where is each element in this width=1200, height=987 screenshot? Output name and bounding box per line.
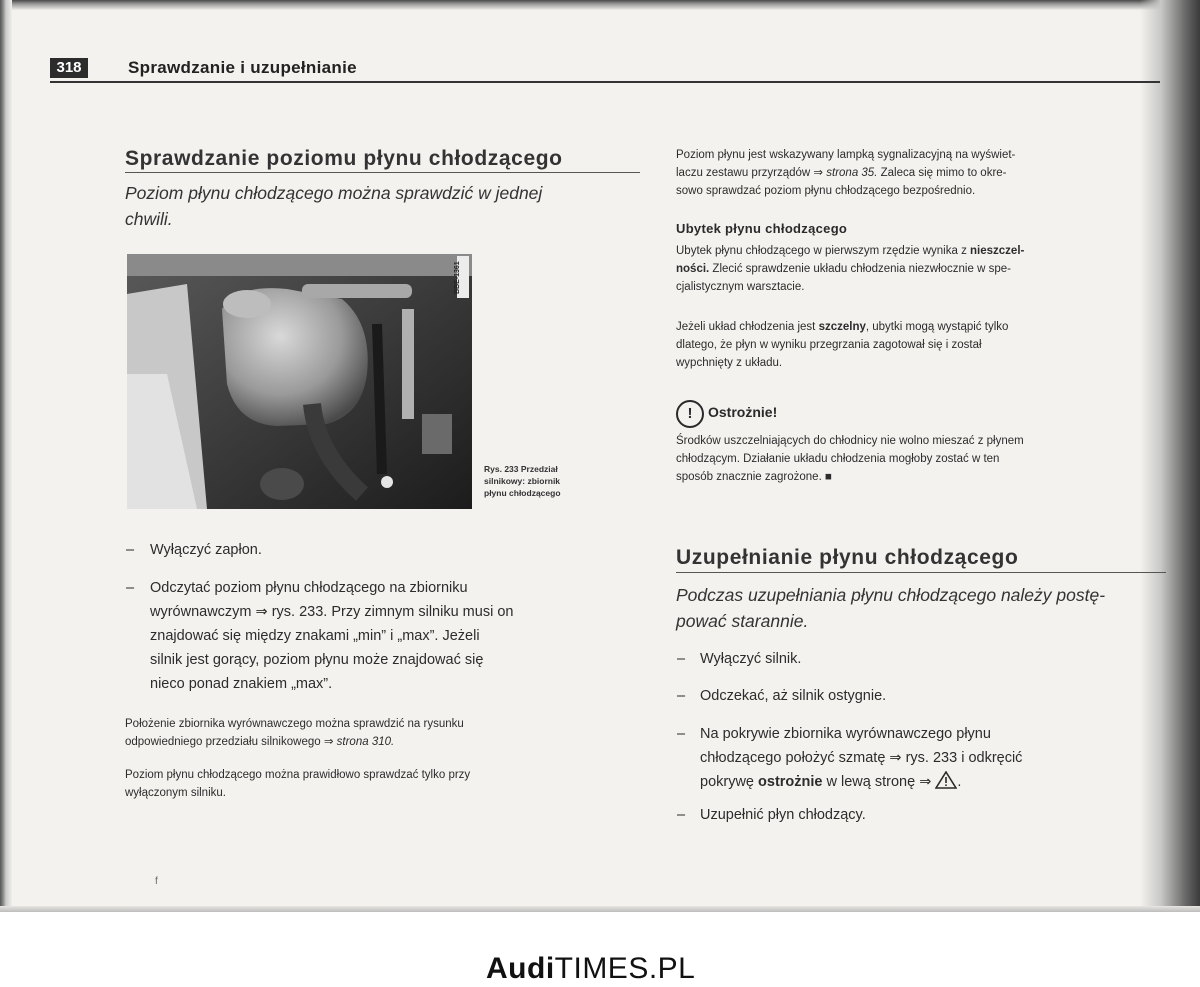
step-dash: – (677, 726, 686, 742)
section-lead: Poziom płynu chłodzącego można sprawdzić w jednej chwili. (125, 183, 543, 229)
site-watermark: AudiTIMES.PL (486, 952, 696, 985)
page-top-shadow (0, 0, 1200, 10)
caution-icon: ! (676, 400, 704, 428)
step-dash: – (677, 807, 686, 823)
figure-caption: Rys. 233 Przedział silnikowy: zbiornik płynu chłodzącego (484, 464, 561, 498)
heading-rule (125, 172, 640, 173)
step-wait-cool: Odczekać, aż silnik ostygnie. (700, 688, 887, 704)
step-read-level: Odczytać poziom płynu chłodzącego na zbiorniku wyrównawczym ⇒ rys. 233. Przy zimnym silniku musi on znajdować się między znakami „min” i „max”. Jeżeli silnik jest gorący, poziom płynu może znajdować się nieco ponad znakiem „max”. (150, 580, 514, 692)
step-dash: – (126, 580, 135, 596)
step-switch-off-ignition: Wyłączyć zapłon. (150, 542, 262, 558)
step-dash: – (126, 542, 135, 558)
page-reference: strona 310. (336, 736, 395, 748)
warning-triangle-icon (935, 771, 957, 797)
heading-rule (676, 572, 1166, 573)
subheading-coolant-loss: Ubytek płynu chłodzącego (676, 221, 848, 236)
stray-mark: f (155, 876, 158, 887)
running-title: Sprawdzanie i uzupełnianie (128, 58, 357, 77)
step-dash: – (677, 651, 686, 667)
step-open-cap: Na pokrywie zbiornika wyrównawczego płynu chłodzącego położyć szmatę ⇒ rys. 233 i odkręcić pokrywę ostrożnie w lewą stronę ⇒ . (700, 722, 1170, 797)
section-lead-refill: Podczas uzupełniania płynu chłodzącego należy postę- pować starannie. (676, 585, 1106, 631)
paragraph-loss-sealed: Jeżeli układ chłodzenia jest szczelny, ubytki mogą wystąpić tylko dlatego, że płyn w wyniku przegrzania zagotował się i został wypchnięty z układu. (676, 321, 1009, 369)
paragraph-reservoir-location: Położenie zbiornika wyrównawczego można sprawdzić na rysunku odpowiedniego przedziału silnikowego ⇒ strona 310. (125, 718, 464, 748)
page-reference: strona 35. (826, 167, 878, 179)
step-switch-off-engine: Wyłączyć silnik. (700, 651, 802, 667)
paragraph-check-condition: Poziom płynu chłodzącego można prawidłowo sprawdzać tylko przy wyłączonym silniku. (125, 769, 471, 799)
section-heading: Sprawdzanie poziomu płynu chłodzącego (125, 147, 563, 170)
photo-code: BBE-1361 (454, 261, 461, 295)
step-dash: – (677, 688, 686, 704)
section-heading-refill: Uzupełnianie płynu chłodzącego (676, 546, 1019, 569)
caution-title: Ostrożnie! (708, 404, 778, 420)
paragraph-loss-leak: Ubytek płynu chłodzącego w pierwszym rzędzie wynika z nieszczel- ności. Zlecić sprawdzenie układu chłodzenia niezwłocznie w spe- cjalistycznym warsztacie. (676, 245, 1025, 293)
header-rule (50, 81, 1160, 83)
engine-photo (127, 254, 472, 509)
intro-paragraph: Poziom płynu jest wskazywany lampką sygnalizacyjną na wyświet- laczu zestawu przyrządów ⇒ strona 35. Zaleca się mimo to okre- sowo sprawdzać poziom płynu chłodzącego bezpośrednio. (676, 149, 1016, 197)
step-refill: Uzupełnić płyn chłodzący. (700, 807, 866, 823)
page-number: 318 (50, 58, 88, 78)
coolant-reservoir-illustration (127, 254, 472, 509)
caution-text: Środków uszczelniających do chłodnicy nie wolno mieszać z płynem chłodzącym. Działanie układu chłodzenia mogłoby zostać w ten sposób znacznie zagrożone. ■ (676, 435, 1024, 483)
page-left-edge (0, 0, 12, 912)
page-bottom-edge (0, 906, 1200, 912)
